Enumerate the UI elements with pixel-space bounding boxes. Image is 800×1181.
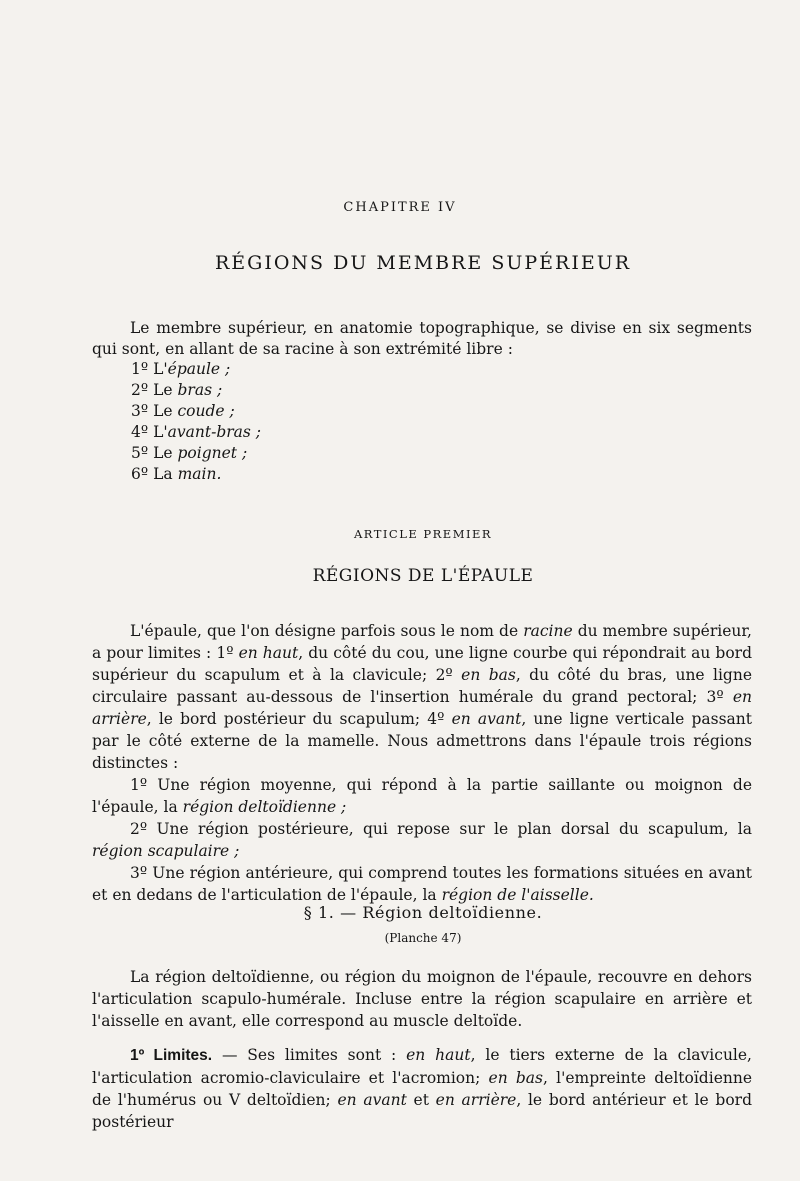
chapter-heading: CHAPITRE IV: [343, 200, 457, 215]
epaule-paragraph: L'épaule, que l'on désigne parfois sous le nom de racine du membre supérieur, a pour limites : 1º en haut, du côté du cou, une ligne courbe qui répondrait au bord supérieur du scapulum et à la clavicule; 2º en bas, du côté du bras, une ligne circulaire passant au-dessous de l'insertion humérale du grand pectoral; 3º en arrière, le bord postérieur du scapulum; 4º en avant, une ligne verticale passant par le côté externe de la mamelle. Nous admettrons dans l'épaule trois régions distinctes :: [92, 622, 752, 772]
list-item: 6º La main.: [131, 465, 222, 483]
list-item: 2º Le bras ;: [131, 381, 223, 399]
plate-reference: (Planche 47): [384, 931, 462, 945]
list-item: 3º Le coude ;: [131, 402, 235, 420]
chapter-title: RÉGIONS DU MEMBRE SUPÉRIEUR: [214, 252, 632, 274]
region-item: 1º Une région moyenne, qui répond à la partie saillante ou moignon de l'épaule, la région deltoïdienne ;: [92, 776, 752, 816]
region-item: 2º Une région postérieure, qui repose sur le plan dorsal du scapulum, la région scapulaire ;: [92, 820, 752, 860]
section-title: RÉGIONS DE L'ÉPAULE: [312, 566, 534, 586]
article-heading: ARTICLE PREMIER: [353, 527, 493, 541]
subsection-title: § 1. — Région deltoïdienne.: [303, 903, 543, 922]
intro-paragraph: Le membre supérieur, en anatomie topographique, se divise en six segments qui sont, en allant de sa racine à son extrémité libre :: [92, 319, 752, 358]
deltoid-paragraph: La région deltoïdienne, ou région du moignon de l'épaule, recouvre en dehors l'articulation scapulo-humérale. Incluse entre la région scapulaire en arrière et l'aisselle en avant, elle correspond au muscle deltoïde.: [92, 968, 752, 1030]
limites-paragraph: 1º Limites. — Ses limites sont : en haut, le tiers externe de la clavicule, l'articulation acromio-claviculaire et l'acromion; en bas, l'empreinte deltoïdienne de l'humérus ou V deltoïdien; en avant et en arrière, le bord antérieur et le bord postérieur: [92, 1046, 752, 1131]
segment-list: [131, 359, 261, 485]
deltoid-text: [92, 966, 752, 1145]
list-item: 5º Le poignet ;: [131, 444, 248, 462]
epaule-text: [92, 620, 752, 906]
list-item: 4º L'avant-bras ;: [131, 423, 262, 441]
region-item: 3º Une région antérieure, qui comprend toutes les formations situées en avant et en dedans de l'articulation de l'épaule, la région de l'aisselle.: [92, 864, 752, 904]
list-item: 1º L'épaule ;: [131, 360, 231, 378]
